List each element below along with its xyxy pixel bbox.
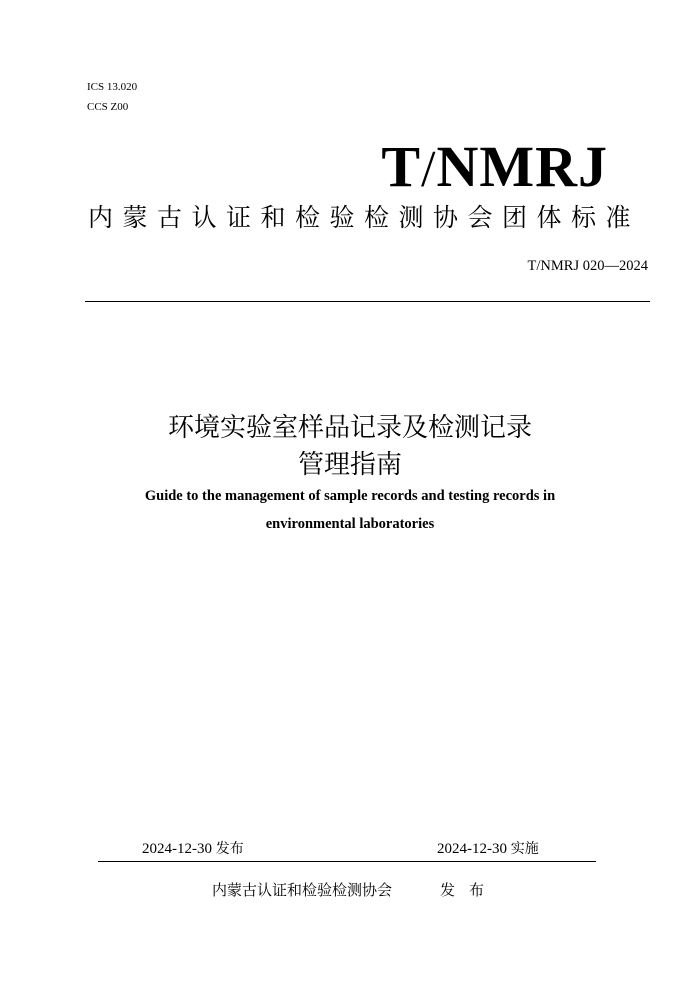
publish-word: 发布 xyxy=(440,881,499,899)
ics-code: ICS 13.020 xyxy=(87,81,138,93)
standard-number: T/NMRJ 020—2024 xyxy=(527,258,648,274)
standard-logo xyxy=(381,134,608,203)
implement-date-value: 2024-12-30 xyxy=(437,841,507,857)
logo-suffix: NMRJ xyxy=(436,134,608,199)
logo-slash: / xyxy=(421,141,437,198)
logo-prefix: T xyxy=(381,134,422,199)
ccs-code: CCS Z00 xyxy=(87,101,129,113)
publish-date-value: 2024-12-30 xyxy=(142,841,212,857)
publisher-name: 内蒙古认证和检验检测协会 xyxy=(212,881,393,899)
organization-standard-name: 内蒙古认证和检验检测协会团体标准 xyxy=(88,203,641,232)
publish-date xyxy=(142,839,244,859)
title-chinese-line-1: 环境实验室样品记录及检测记录 xyxy=(167,413,532,443)
implement-date xyxy=(437,839,539,859)
publish-date-label: 发布 xyxy=(215,841,244,857)
title-english-line-2: environmental laboratories xyxy=(265,516,435,532)
top-divider xyxy=(85,301,650,302)
implement-date-label: 实施 xyxy=(510,841,539,857)
title-english-line-1: Guide to the management of sample records and testing records in xyxy=(144,488,556,504)
title-chinese-line-2: 管理指南 xyxy=(297,450,402,480)
bottom-divider xyxy=(98,861,596,862)
